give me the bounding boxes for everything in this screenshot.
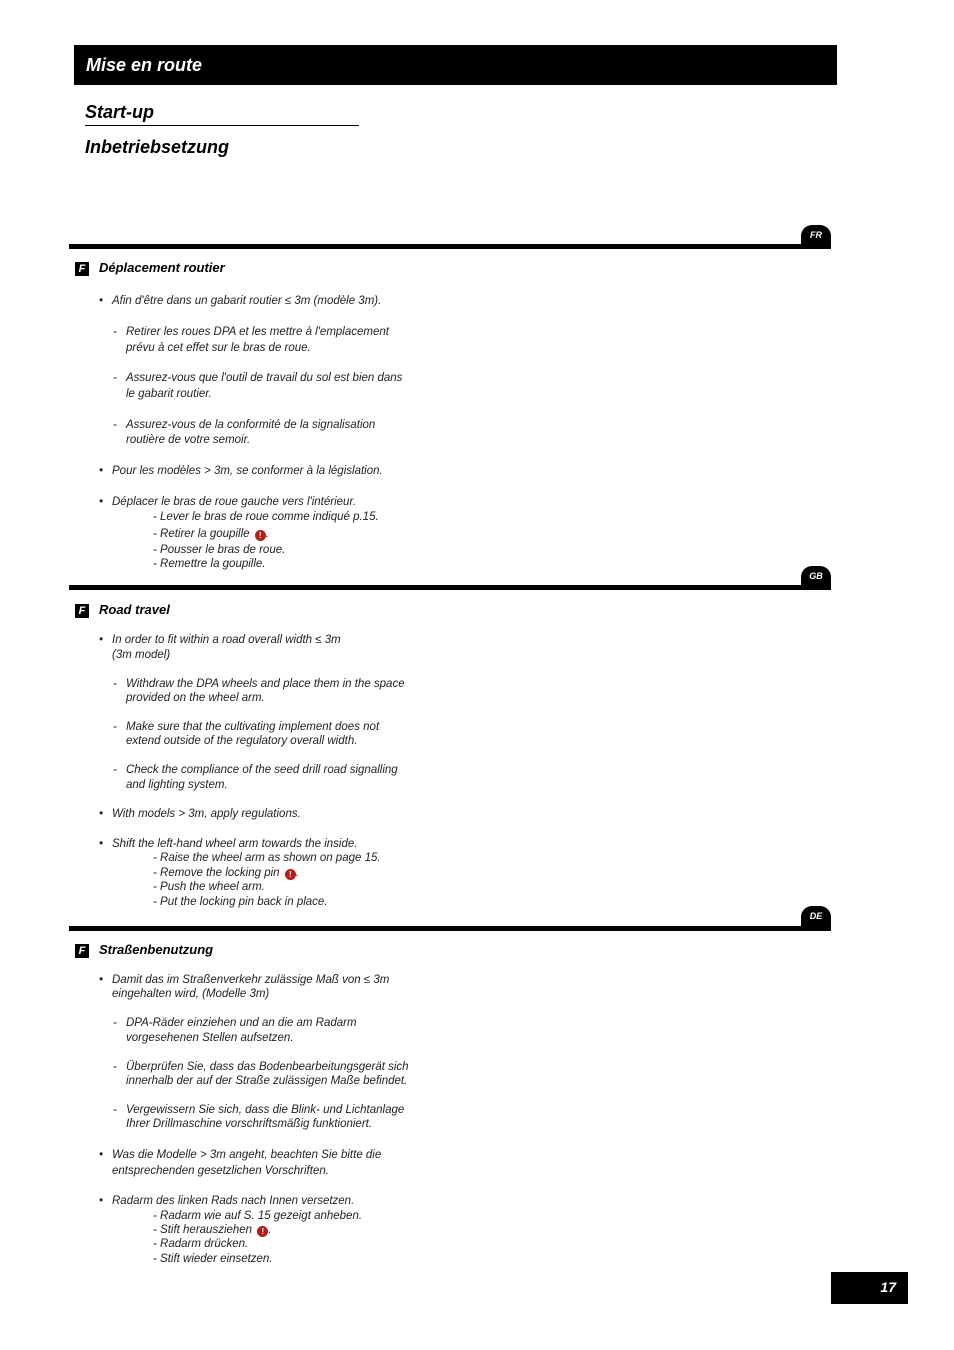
de-bullet-2-line-2: entsprechenden gesetzlichen Vorschriften. xyxy=(112,1165,329,1177)
de-bullet-1-line-2: eingehalten wird, (Modelle 3m) xyxy=(112,988,270,1000)
subtitle-de: Inbetriebsetzung xyxy=(85,137,230,157)
de-substep-3: - Radarm drücken. xyxy=(153,1238,249,1250)
de-dash-2-line-2: innerhalb der auf der Straße zulässigen Maße befindet. xyxy=(126,1075,408,1087)
section-title-gb: Road travel xyxy=(99,602,170,617)
fr-dash-1-line-2: prévu à cet effet sur le bras de roue. xyxy=(126,342,311,354)
locking-pin-icon: ! xyxy=(255,530,266,541)
gb-bullet-2: With models > 3m, apply regulations. xyxy=(112,808,301,820)
de-dash-3-line-2: Ihrer Drillmaschine vorschriftsmäßig funktioniert. xyxy=(126,1118,373,1130)
de-dash-2-line-1: Überprüfen Sie, dass das Bodenbearbeitungsgerät sich xyxy=(126,1061,409,1073)
bullet-symbol: • xyxy=(99,634,104,646)
gb-dash-3-line-1: Check the compliance of the seed drill road signalling xyxy=(126,764,398,776)
de-substep-2 xyxy=(153,1223,272,1238)
bullet-symbol: • xyxy=(99,496,104,508)
section-title-de: Straßenbenutzung xyxy=(99,942,214,957)
fr-bullet-3: Déplacer le bras de roue gauche vers l'intérieur. xyxy=(112,496,357,508)
gb-dash-1-line-1: Withdraw the DPA wheels and place them in the space xyxy=(126,678,405,690)
fr-dash-3-line-1: Assurez-vous de la conformité de la signalisation xyxy=(126,419,376,431)
locking-pin-icon: ! xyxy=(257,1226,268,1237)
dash-symbol: - xyxy=(113,764,117,776)
dash-symbol: - xyxy=(113,1017,117,1029)
gb-dash-2-line-1: Make sure that the cultivating implement does not xyxy=(126,721,380,733)
section-marker-gb: F xyxy=(75,604,89,618)
de-dash-3-line-1: Vergewissern Sie sich, dass die Blink- und Lichtanlage xyxy=(126,1104,405,1116)
section-marker-fr: F xyxy=(75,262,89,276)
bullet-symbol: • xyxy=(99,808,104,820)
fr-dash-2-line-1: Assurez-vous que l'outil de travail du sol est bien dans xyxy=(126,372,403,384)
fr-bullet-1: Afin d'être dans un gabarit routier ≤ 3m (modèle 3m). xyxy=(112,295,382,307)
language-badge-fr: FR xyxy=(801,225,831,247)
section-marker-de: F xyxy=(75,944,89,958)
dash-symbol: - xyxy=(113,678,117,690)
bullet-symbol: • xyxy=(99,838,104,850)
subtitle-divider xyxy=(85,125,359,126)
de-dash-1-line-1: DPA-Räder einziehen und an die am Radarm xyxy=(126,1017,357,1029)
subtitle-en: Start-up xyxy=(85,102,154,122)
period: . xyxy=(265,528,269,540)
gb-dash-1-line-2: provided on the wheel arm. xyxy=(126,692,265,704)
bullet-symbol: • xyxy=(99,465,104,477)
section-title-fr: Déplacement routier xyxy=(99,260,225,275)
de-substep-1: - Radarm wie auf S. 15 gezeigt anheben. xyxy=(153,1210,363,1222)
fr-substep-1: - Lever le bras de roue comme indiqué p.15. xyxy=(153,511,379,523)
bullet-symbol: • xyxy=(99,974,104,986)
fr-dash-3-line-2: routière de votre semoir. xyxy=(126,434,251,446)
section-divider-gb xyxy=(69,585,831,590)
gb-bullet-1-line-2: (3m model) xyxy=(112,649,171,661)
fr-substep-2-text: - Retirer la goupille xyxy=(153,528,250,540)
fr-substep-4: - Remettre la goupille. xyxy=(153,558,266,570)
de-substep-4: - Stift wieder einsetzen. xyxy=(153,1253,273,1265)
page-number: 17 xyxy=(831,1272,908,1304)
dash-symbol: - xyxy=(113,372,117,384)
period: . xyxy=(295,867,299,879)
page-title: Mise en route xyxy=(86,55,203,75)
gb-substep-3: - Push the wheel arm. xyxy=(153,881,265,893)
gb-substep-2 xyxy=(153,866,299,881)
gb-dash-2-line-2: extend outside of the regulatory overall width. xyxy=(126,735,358,747)
fr-dash-1-line-1: Retirer les roues DPA et les mettre à l'emplacement xyxy=(126,326,389,338)
bullet-symbol: • xyxy=(99,1149,104,1161)
de-bullet-3: Radarm des linken Rads nach Innen versetzen. xyxy=(112,1195,355,1207)
gb-bullet-3: Shift the left-hand wheel arm towards the inside. xyxy=(112,838,358,850)
locking-pin-icon: ! xyxy=(285,869,296,880)
page-header-bar xyxy=(74,45,837,85)
fr-bullet-2: Pour les modèles > 3m, se conformer à la législation. xyxy=(112,465,383,477)
dash-symbol: - xyxy=(113,1061,117,1073)
section-divider-de xyxy=(69,926,831,931)
dash-symbol: - xyxy=(113,721,117,733)
dash-symbol: - xyxy=(113,1104,117,1116)
bullet-symbol: • xyxy=(99,295,104,307)
gb-substep-2-text: - Remove the locking pin xyxy=(153,867,280,879)
section-divider-fr xyxy=(69,244,831,249)
gb-dash-3-line-2: and lighting system. xyxy=(126,779,228,791)
fr-substep-2 xyxy=(153,527,269,542)
bullet-symbol: • xyxy=(99,1195,104,1207)
de-substep-2-text: - Stift herausziehen xyxy=(153,1224,253,1236)
fr-dash-2-line-2: le gabarit routier. xyxy=(126,388,212,400)
language-badge-de: DE xyxy=(801,906,831,928)
fr-substep-3: - Pousser le bras de roue. xyxy=(153,544,286,556)
de-bullet-1-line-1: Damit das im Straßenverkehr zulässige Maß von ≤ 3m xyxy=(112,974,390,986)
period: . xyxy=(268,1224,272,1236)
dash-symbol: - xyxy=(113,326,117,338)
de-dash-1-line-2: vorgesehenen Stellen aufsetzen. xyxy=(126,1032,294,1044)
gb-substep-4: - Put the locking pin back in place. xyxy=(153,896,328,908)
dash-symbol: - xyxy=(113,419,117,431)
gb-bullet-1-line-1: In order to fit within a road overall width ≤ 3m xyxy=(112,634,341,646)
gb-substep-1: - Raise the wheel arm as shown on page 15. xyxy=(153,852,381,864)
de-bullet-2-line-1: Was die Modelle > 3m angeht, beachten Sie bitte die xyxy=(112,1149,382,1161)
language-badge-gb: GB xyxy=(801,566,831,588)
